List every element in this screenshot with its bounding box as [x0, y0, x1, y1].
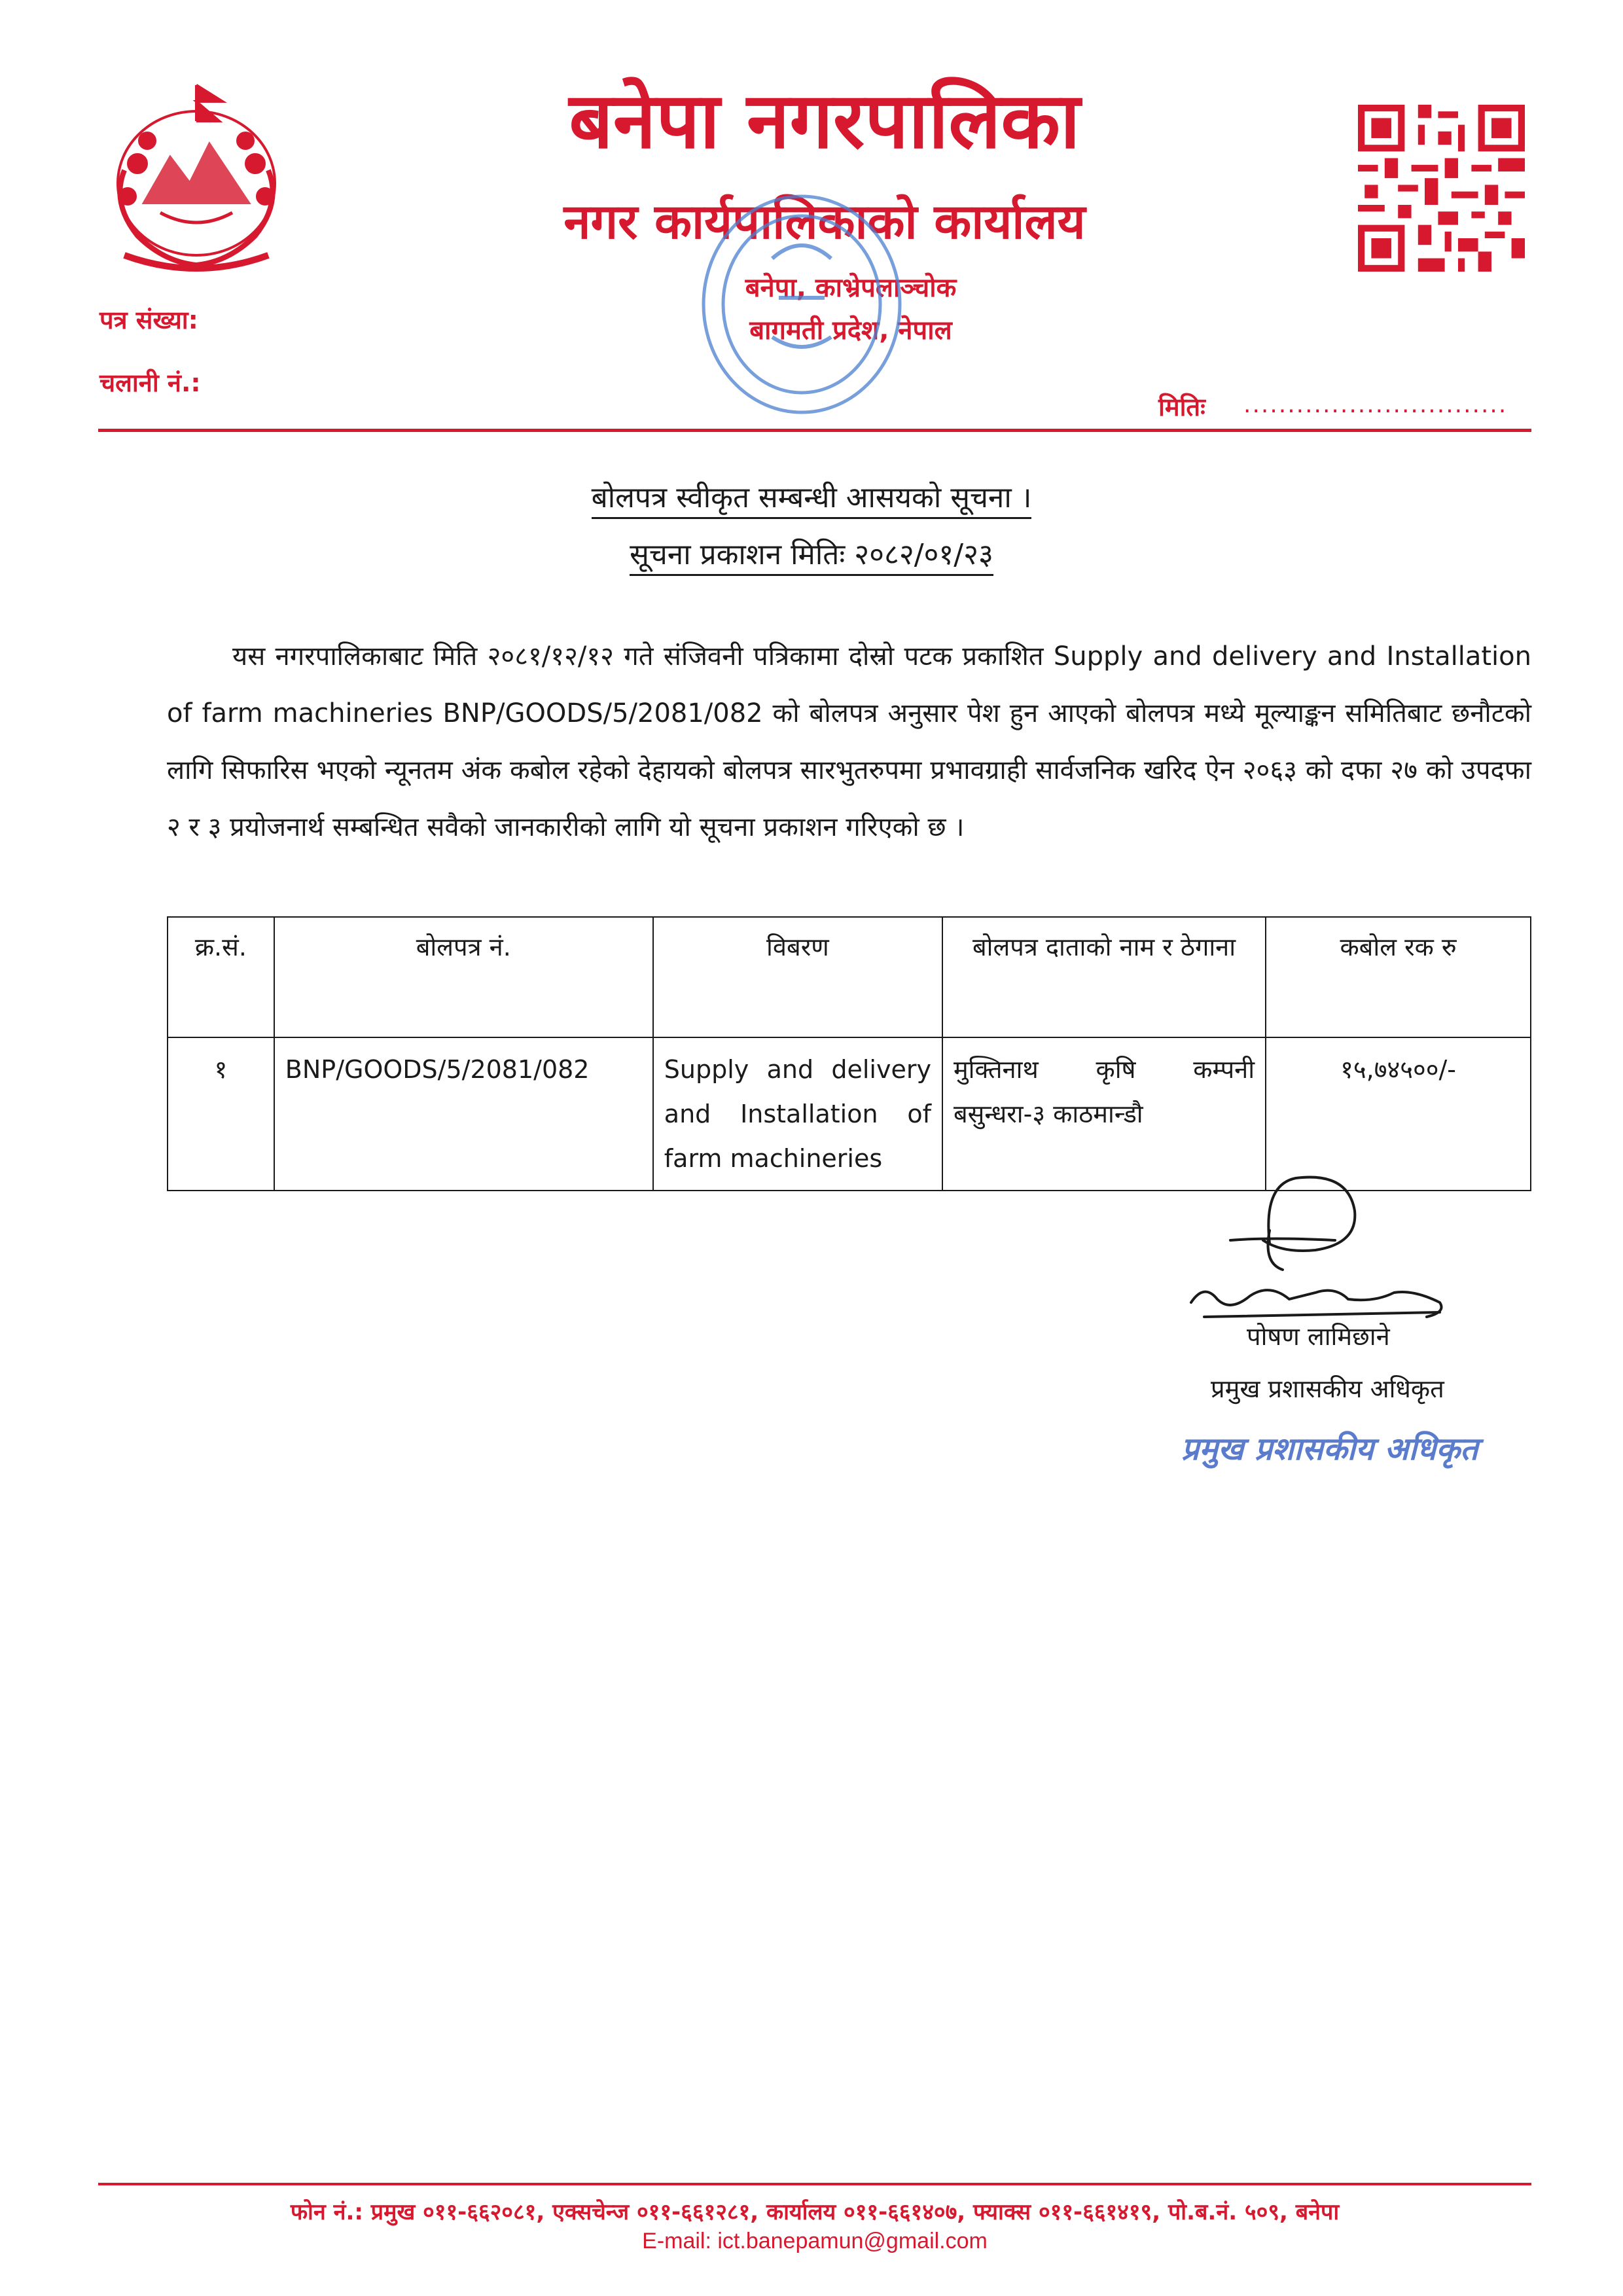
cell-bid-no: BNP/GOODS/5/2081/082 [274, 1037, 653, 1191]
dispatch-number-label: चलानी नं.: [99, 368, 201, 397]
cell-amount: १५,७४५००/- [1266, 1037, 1531, 1191]
publication-date [0, 533, 1623, 573]
bid-table [167, 916, 1531, 1191]
footer-email: E-mail: ict.banepamun@gmail.com [642, 2229, 988, 2253]
column-header-bidder: बोलपत्र दाताको नाम र ठेगाना [942, 917, 1266, 1037]
nepal-emblem-icon [98, 72, 294, 281]
footer-contact: फोन नं.: प्रमुख ०११-६६२०८१, एक्सचेन्ज ०११-६६१२८१, कार्यालय ०११-६६१४०७, फ्याक्स ०११-६६१४१९, पो.ब.नं. ५०९, बनेपा [290, 2199, 1340, 2225]
designation-stamp: प्रमुख प्रशासकीय अधिकृत [1181, 1431, 1478, 1467]
cell-sn: १ [168, 1037, 274, 1191]
letter-number-label: पत्र संख्या: [99, 306, 198, 334]
table-header-row [168, 917, 1531, 1037]
signer-title: प्रमुख प्रशासकीय अधिकृत [1211, 1374, 1444, 1403]
publication-date-text: सूचना प्रकाशन मितिः २०८२/०१/२३ [630, 538, 993, 576]
notice-title [0, 476, 1623, 516]
notice-paragraph: यस नगरपालिकाबाट मिति २०८१/१२/१२ गते संजिवनी पत्रिकामा दोस्रो पटक प्रकाशित Supply and delivery and Installation of farm machineries BNP/GOODS/5/2081/082 को बोलपत्र अनुसार पेश हुन आएको बोलपत्र मध्ये मूल्याङ्कन समितिबाट छनौटको लागि सिफारिस भएको न्यूनतम अंक कबोल रहेको देहायको बोलपत्र सारभुतरुपमा प्रभावग्राही सार्वजनिक खरिद ऐन २०६३ को दफा २७ को उपदफा २ र ३ प्रयोजनार्थ सम्बन्धित सवैको जानकारीको लागि यो सूचना प्रकाशन गरिएको छ । [167, 641, 1531, 842]
column-header-sn: क्र.सं. [168, 917, 274, 1037]
office-stamp-icon [694, 187, 910, 435]
signer-name: पोषण लामिछाने [1247, 1322, 1390, 1351]
date-label: मितिः [1158, 393, 1205, 422]
column-header-description: विबरण [653, 917, 942, 1037]
address-line-2: बागमती प्रदेश, नेपाल [749, 315, 952, 346]
date-blank: .............................. [1243, 391, 1508, 418]
column-header-amount: कबोल रक रु [1266, 917, 1531, 1037]
municipality-title: बनेपा नगरपालिका [569, 75, 1080, 166]
table-row [168, 1037, 1531, 1191]
footer-divider [98, 2183, 1531, 2185]
cell-bidder: मुक्तिनाथ कृषि कम्पनी बसुन्धरा-३ काठमान्डौ [942, 1037, 1266, 1191]
cell-description: Supply and delivery and Installation of farm machineries [653, 1037, 942, 1191]
qr-code-icon [1358, 105, 1525, 272]
notice-title-text: बोलपत्र स्वीकृत सम्बन्धी आसयको सूचना । [592, 481, 1032, 519]
header-divider [98, 429, 1531, 432]
address-line-1: बनेपा, काभ्रेपलाञ्चोक [745, 273, 957, 303]
office-subtitle: नगर कार्यपालिकाको कार्यालय [563, 194, 1086, 250]
column-header-bid-no: बोलपत्र नं. [274, 917, 653, 1037]
